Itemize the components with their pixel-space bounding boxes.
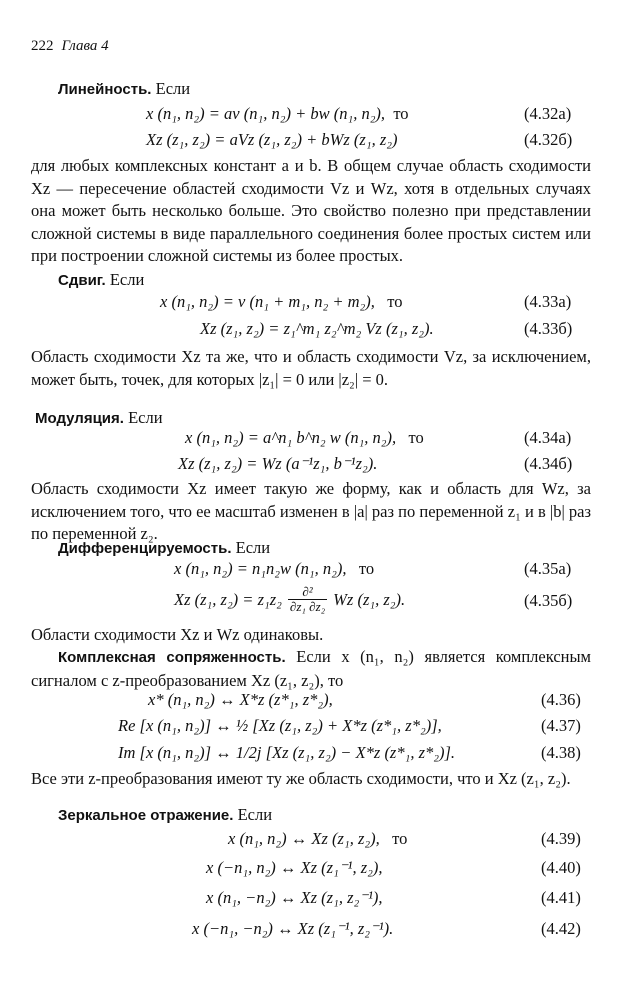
conjugation-intro: Если x (n₁, n₂) является комплексным сигналом с z-преобразованием Xz (z₁, z₂), то — [31, 647, 591, 690]
equation-number: (4.38) — [541, 743, 581, 762]
conjugation-paragraph — [31, 646, 591, 692]
linearity-heading: Линейность. Если — [58, 79, 191, 98]
equation-number: (4.32а) — [524, 104, 572, 123]
equation-4-40: x (−n₁, n₂) ↔ Xz (z₁⁻¹, z₂), — [206, 858, 383, 877]
equation-number: (4.39) — [541, 829, 581, 848]
equation-4-41: x (n₁, −n₂) ↔ Xz (z₁, z₂⁻¹), — [206, 888, 383, 907]
linearity-text: для любых комплексных констант a и b. В общем случае область сходимости Xz — пересечение областей сходимости Vz и Wz, хотя в отдельных случаях она может быть несколько больше. Это свойство полезно при представлении сложной системы в виде параллельного соединения более простых систем или при построении сложной системы из более простых. — [31, 156, 591, 265]
equation-4-36: x* (n₁, n₂) ↔ X*z (z*₁, z*₂), — [148, 690, 333, 709]
page-number: 222 — [31, 38, 54, 54]
shift-heading: Сдвиг. Если — [58, 270, 145, 289]
reflection-heading: Зеркальное отражение. Если — [58, 805, 273, 824]
equation-4-35b: Xz (z₁, z₂) = z₁z₂ ∂² ∂z₁ ∂z₂ Wz (z₁, z₂). — [174, 584, 406, 614]
equation-number: (4.42) — [541, 919, 581, 938]
shift-text: Область сходимости Xz та же, что и область сходимости Vz, за исключением, может быть, точек, для которых |z₁| = 0 или |z₂| = 0. — [31, 347, 591, 389]
differentiability-text: Области сходимости Xz и Wz одинаковы. — [31, 625, 324, 644]
equation-4-32b: Xz (z₁, z₂) = aVz (z₁, z₂) + bWz (z₁, z₂) — [146, 130, 398, 149]
conjugation-text: Все эти z-преобразования имеют ту же область сходимости, что и Xz (z₁, z₂). — [31, 769, 571, 788]
equation-number: (4.40) — [541, 858, 581, 877]
equation-number: (4.32б) — [524, 130, 573, 149]
equation-4-33b: Xz (z₁, z₂) = z₁^m₁ z₂^m₂ Vz (z₁, z₂). — [200, 319, 434, 338]
equation-4-32a: x (n₁, n₂) = av (n₁, n₂) + bw (n₁, n₂), то — [146, 104, 409, 123]
equation-4-33a: x (n₁, n₂) = v (n₁ + m₁, n₂ + m₂), то — [160, 292, 403, 311]
equation-4-37: Re [x (n₁, n₂)] ↔ ½ [Xz (z₁, z₂) + X*z (z*₁, z*₂)], — [118, 716, 442, 735]
differentiability-heading: Дифференцируемость. Если — [58, 538, 271, 557]
fraction: ∂² ∂z₁ ∂z₂ — [289, 584, 326, 614]
equation-4-39: x (n₁, n₂) ↔ Xz (z₁, z₂), то — [228, 829, 408, 848]
equation-4-34a: x (n₁, n₂) = a^n₁ b^n₂ w (n₁, n₂), то — [185, 428, 424, 447]
equation-number: (4.35а) — [524, 559, 572, 578]
equation-4-42: x (−n₁, −n₂) ↔ Xz (z₁⁻¹, z₂⁻¹). — [192, 919, 394, 938]
equation-number: (4.33б) — [524, 319, 573, 338]
equation-number: (4.36) — [541, 690, 581, 709]
chapter-label: Глава 4 — [61, 38, 109, 54]
equation-number: (4.41) — [541, 888, 581, 907]
equation-number: (4.33а) — [524, 292, 572, 311]
equation-number: (4.37) — [541, 716, 581, 735]
modulation-heading: Модуляция. Если — [35, 408, 163, 427]
equation-number: (4.34а) — [524, 428, 572, 447]
equation-4-35a: x (n₁, n₂) = n₁n₂w (n₁, n₂), то — [174, 559, 375, 578]
equation-4-34b: Xz (z₁, z₂) = Wz (a⁻¹z₁, b⁻¹z₂). — [178, 454, 378, 473]
modulation-text: Область сходимости Xz имеет такую же форму, как и область для Wz, за исключением того, что ее масштаб изменен в |a| раз по переменной z₁ и в |b| раз по переменной z₂. — [31, 479, 591, 543]
equation-number: (4.35б) — [524, 591, 573, 610]
page-header — [31, 38, 109, 55]
equation-4-38: Im [x (n₁, n₂)] ↔ 1/2j [Xz (z₁, z₂) − X*z (z*₁, z*₂)]. — [118, 743, 456, 762]
conjugation-heading: Комплексная сопряженность. — [58, 649, 286, 666]
equation-number: (4.34б) — [524, 454, 573, 473]
